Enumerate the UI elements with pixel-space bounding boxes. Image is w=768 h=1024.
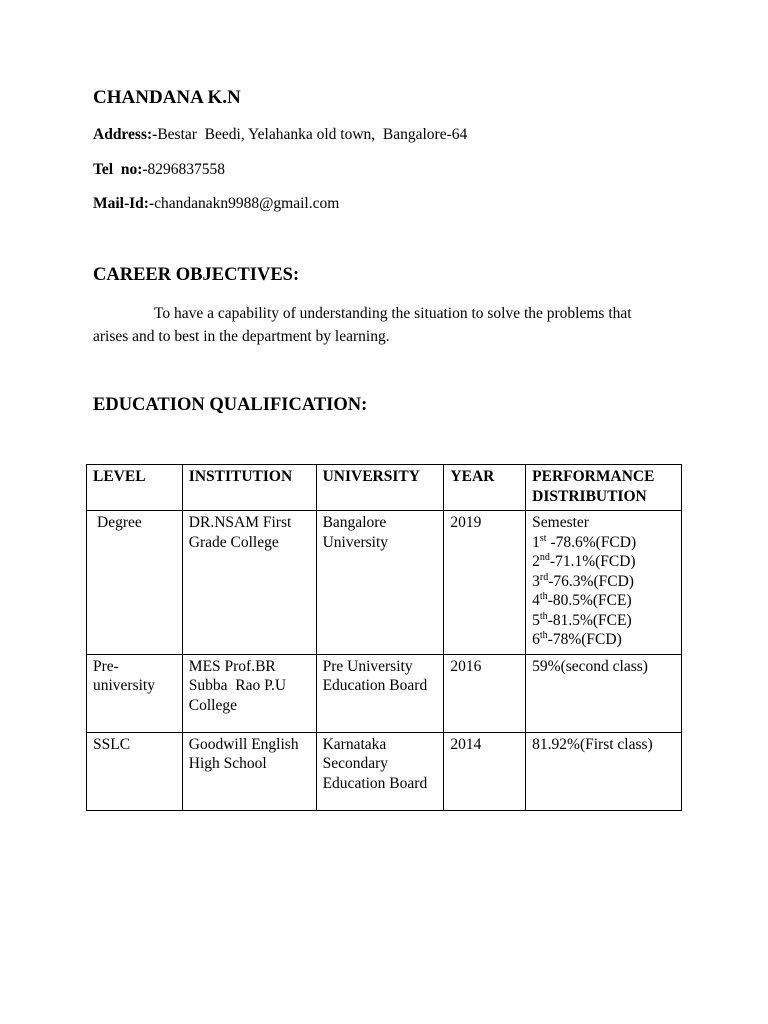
- semester-line: [532, 533, 675, 553]
- semester-score: -78.6%(FCD): [546, 533, 637, 551]
- semester-number: 1: [532, 533, 540, 551]
- table-row: [87, 654, 682, 732]
- career-objectives-heading: CAREER OBJECTIVES:: [93, 265, 300, 285]
- column-header-level: LEVEL: [87, 465, 183, 511]
- cell-performance: [526, 511, 682, 655]
- email-line: [93, 195, 339, 213]
- cell-year: 2014: [444, 732, 526, 810]
- table-row: [87, 511, 682, 655]
- column-header-institution: INSTITUTION: [182, 465, 316, 511]
- cell-university: Pre University Education Board: [316, 654, 444, 732]
- semester-number: 5: [532, 611, 540, 629]
- table-header-row: [87, 465, 682, 511]
- cell-performance: 59%(second class): [526, 654, 682, 732]
- email-label: Mail-Id:-: [93, 195, 155, 212]
- semester-suffix: st: [539, 532, 547, 544]
- address-value: Bestar Beedi, Yelahanka old town, Bangalore-64: [157, 126, 468, 143]
- semester-line: [532, 630, 675, 650]
- email-value: chandanakn9988@gmail.com: [154, 195, 340, 212]
- cell-year: 2019: [444, 511, 526, 655]
- semester-score: -76.3%(FCD): [548, 572, 634, 590]
- cell-institution: MES Prof.BR Subba Rao P.U College: [182, 654, 316, 732]
- telephone-line: [93, 161, 225, 179]
- semester-line: [532, 552, 675, 572]
- cell-institution: Goodwill English High School: [182, 732, 316, 810]
- semester-suffix: rd: [539, 571, 549, 583]
- semester-line: [532, 591, 675, 611]
- semester-number: 4: [532, 592, 540, 609]
- cell-level: Pre-university: [87, 654, 183, 732]
- cell-university: Karnataka Secondary Education Board: [316, 732, 444, 810]
- education-table: [86, 464, 682, 811]
- cell-level: SSLC: [87, 732, 183, 810]
- semester-suffix: th: [539, 629, 548, 641]
- column-header-performance: PERFORMANCE DISTRIBUTION: [526, 465, 682, 511]
- telephone-label: Tel no:-: [93, 161, 148, 178]
- address-line: [93, 126, 467, 144]
- semester-line: [532, 611, 675, 631]
- semester-score: -80.5%(FCE): [547, 592, 632, 609]
- semester-score: -81.5%(FCE): [547, 611, 632, 629]
- performance-title: Semester: [532, 514, 589, 531]
- cell-performance: 81.92%(First class): [526, 732, 682, 810]
- telephone-value: 8296837558: [147, 161, 226, 178]
- cell-institution: DR.NSAM First Grade College: [182, 511, 316, 655]
- semester-line: [532, 572, 675, 592]
- semester-score: -71.1%(FCD): [549, 553, 636, 570]
- cell-year: 2016: [444, 654, 526, 732]
- semester-suffix: th: [539, 590, 548, 602]
- table-row: [87, 732, 682, 810]
- career-objective-text: To have a capability of understanding the situation to solve the problems that arises and to best in the department by learning.: [93, 305, 632, 345]
- semester-number: 2: [532, 553, 540, 570]
- semester-score: -78%(FCD): [547, 631, 622, 648]
- cell-university: Bangalore University: [316, 511, 444, 655]
- cell-level: Degree: [87, 511, 183, 655]
- column-header-year: YEAR: [444, 465, 526, 511]
- semester-number: 6: [532, 631, 540, 648]
- address-label: Address:-: [93, 126, 158, 143]
- semester-number: 3: [532, 572, 540, 590]
- candidate-name: CHANDANA K.N: [93, 87, 241, 108]
- semester-suffix: th: [539, 610, 548, 622]
- education-heading: EDUCATION QUALIFICATION:: [93, 395, 368, 415]
- column-header-university: UNIVERSITY: [316, 465, 444, 511]
- semester-suffix: nd: [539, 551, 550, 563]
